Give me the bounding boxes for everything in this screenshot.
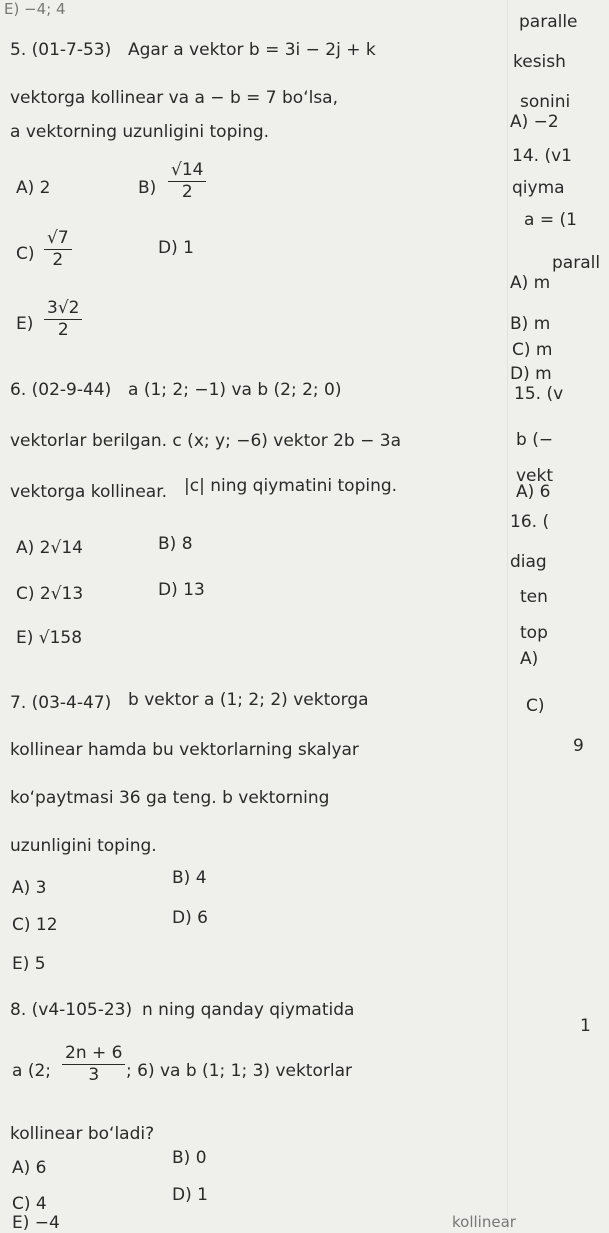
q8-line2-pre: a (2; xyxy=(12,1061,51,1081)
q5-option-c-den: 2 xyxy=(52,250,64,270)
q8-option-e: E) −4 xyxy=(12,1213,60,1233)
q7-label: 7. (03-4-47) xyxy=(10,693,112,713)
right-line-18: diag xyxy=(510,552,547,572)
q8-option-d: D) 1 xyxy=(172,1185,208,1205)
q5-option-a: A) 2 xyxy=(16,178,51,198)
q6-line3a: vektorga kollinear. xyxy=(10,482,168,502)
q8-label: 8. (v4-105-23) xyxy=(10,1000,133,1020)
right-line-17: 16. ( xyxy=(510,512,550,532)
q5-option-c-num: √7 xyxy=(44,230,72,250)
right-line-21: A) xyxy=(520,649,539,669)
right-line-14: b (− xyxy=(516,430,554,450)
q5-option-c-fraction xyxy=(44,230,72,269)
right-line-6: qiyma xyxy=(512,178,565,198)
right-line-1: paralle xyxy=(519,12,578,32)
right-line-9: A) m xyxy=(510,273,551,293)
q8-option-a: A) 6 xyxy=(12,1158,47,1178)
right-line-11: C) m xyxy=(512,340,553,360)
q6-option-c: C) 2√13 xyxy=(16,584,84,604)
q5-line3: a vektorning uzunligini toping. xyxy=(10,122,270,142)
q6-line2: vektorlar berilgan. c (x; y; −6) vektor 2b − 3a xyxy=(10,431,402,451)
q7-option-e: E) 5 xyxy=(12,954,46,974)
q8-line3: kollinear bo‘ladi? xyxy=(10,1124,155,1144)
q7-option-a: A) 3 xyxy=(12,878,47,898)
q8-line2-post: ; 6) va b (1; 1; 3) vektorlar xyxy=(126,1061,352,1081)
q5-option-e-num: 3√2 xyxy=(44,300,82,320)
q7-option-c: C) 12 xyxy=(12,915,58,935)
q6-option-b: B) 8 xyxy=(158,534,193,554)
column-divider xyxy=(507,0,508,1231)
q8-option-c: C) 4 xyxy=(12,1194,47,1214)
q5-option-e-fraction xyxy=(44,300,82,339)
q7-line2: kollinear hamda bu vektorlarning skalyar xyxy=(10,740,359,760)
q8-fraction xyxy=(62,1045,125,1084)
right-line-10: B) m xyxy=(510,314,551,334)
right-line-4: A) −2 xyxy=(510,112,559,132)
right-line-12: D) m xyxy=(510,364,552,384)
q7-line4: uzunligini toping. xyxy=(10,836,157,856)
right-line-19: ten xyxy=(520,587,548,607)
q7-line1: b vektor a (1; 2; 2) vektorga xyxy=(128,690,369,710)
right-line-2: kesish xyxy=(513,52,566,72)
q5-option-b-num: √14 xyxy=(168,162,206,182)
right-line-7: a = (1 xyxy=(524,210,577,230)
q6-line1: a (1; 2; −1) va b (2; 2; 0) xyxy=(128,380,342,400)
q5-option-b-prefix: B) xyxy=(138,178,157,198)
q5-option-b-fraction xyxy=(168,162,206,201)
q6-line3b: |c| ning qiymatini toping. xyxy=(184,476,398,496)
q8-option-b: B) 0 xyxy=(172,1148,207,1168)
q7-option-b: B) 4 xyxy=(172,868,207,888)
q7-option-d: D) 6 xyxy=(172,908,208,928)
right-line-15: vekt xyxy=(516,466,554,486)
q8-fraction-den: 3 xyxy=(88,1065,100,1085)
q5-option-d: D) 1 xyxy=(158,238,194,258)
q8-fraction-num: 2n + 6 xyxy=(62,1045,125,1065)
q6-label: 6. (02-9-44) xyxy=(10,380,112,400)
q6-option-e: E) √158 xyxy=(16,628,83,648)
right-line-16: A) 6 xyxy=(516,482,551,502)
q7-line3: ko‘paytmasi 36 ga teng. b vektorning xyxy=(10,788,330,808)
top-fragment: E) −4; 4 xyxy=(4,0,66,18)
q5-option-c-prefix: C) xyxy=(16,244,35,264)
q5-option-e-prefix: E) xyxy=(16,314,34,334)
right-line-3: sonini xyxy=(520,92,571,112)
q5-option-b-den: 2 xyxy=(181,182,193,202)
q6-option-d: D) 13 xyxy=(158,580,205,600)
bottom-fragment: kollinear xyxy=(452,1213,516,1231)
q5-label: 5. (01-7-53) xyxy=(10,40,112,60)
right-line-8: parall xyxy=(552,253,601,273)
right-line-5: 14. (v1 xyxy=(512,146,572,166)
q6-option-a: A) 2√14 xyxy=(16,538,83,558)
q5-line2: vektorga kollinear va a − b = 7 bo‘lsa, xyxy=(10,88,338,108)
q5-line1: Agar a vektor b = 3i − 2j + k xyxy=(128,40,376,60)
right-line-13: 15. (v xyxy=(514,384,564,404)
q5-option-e-den: 2 xyxy=(57,320,69,340)
right-line-20: top xyxy=(520,623,548,643)
right-line-22: C) xyxy=(526,696,545,716)
right-line-23: 9 xyxy=(573,736,584,756)
right-line-24: 1 xyxy=(580,1016,591,1036)
q8-line1: n ning qanday qiymatida xyxy=(142,1000,355,1020)
